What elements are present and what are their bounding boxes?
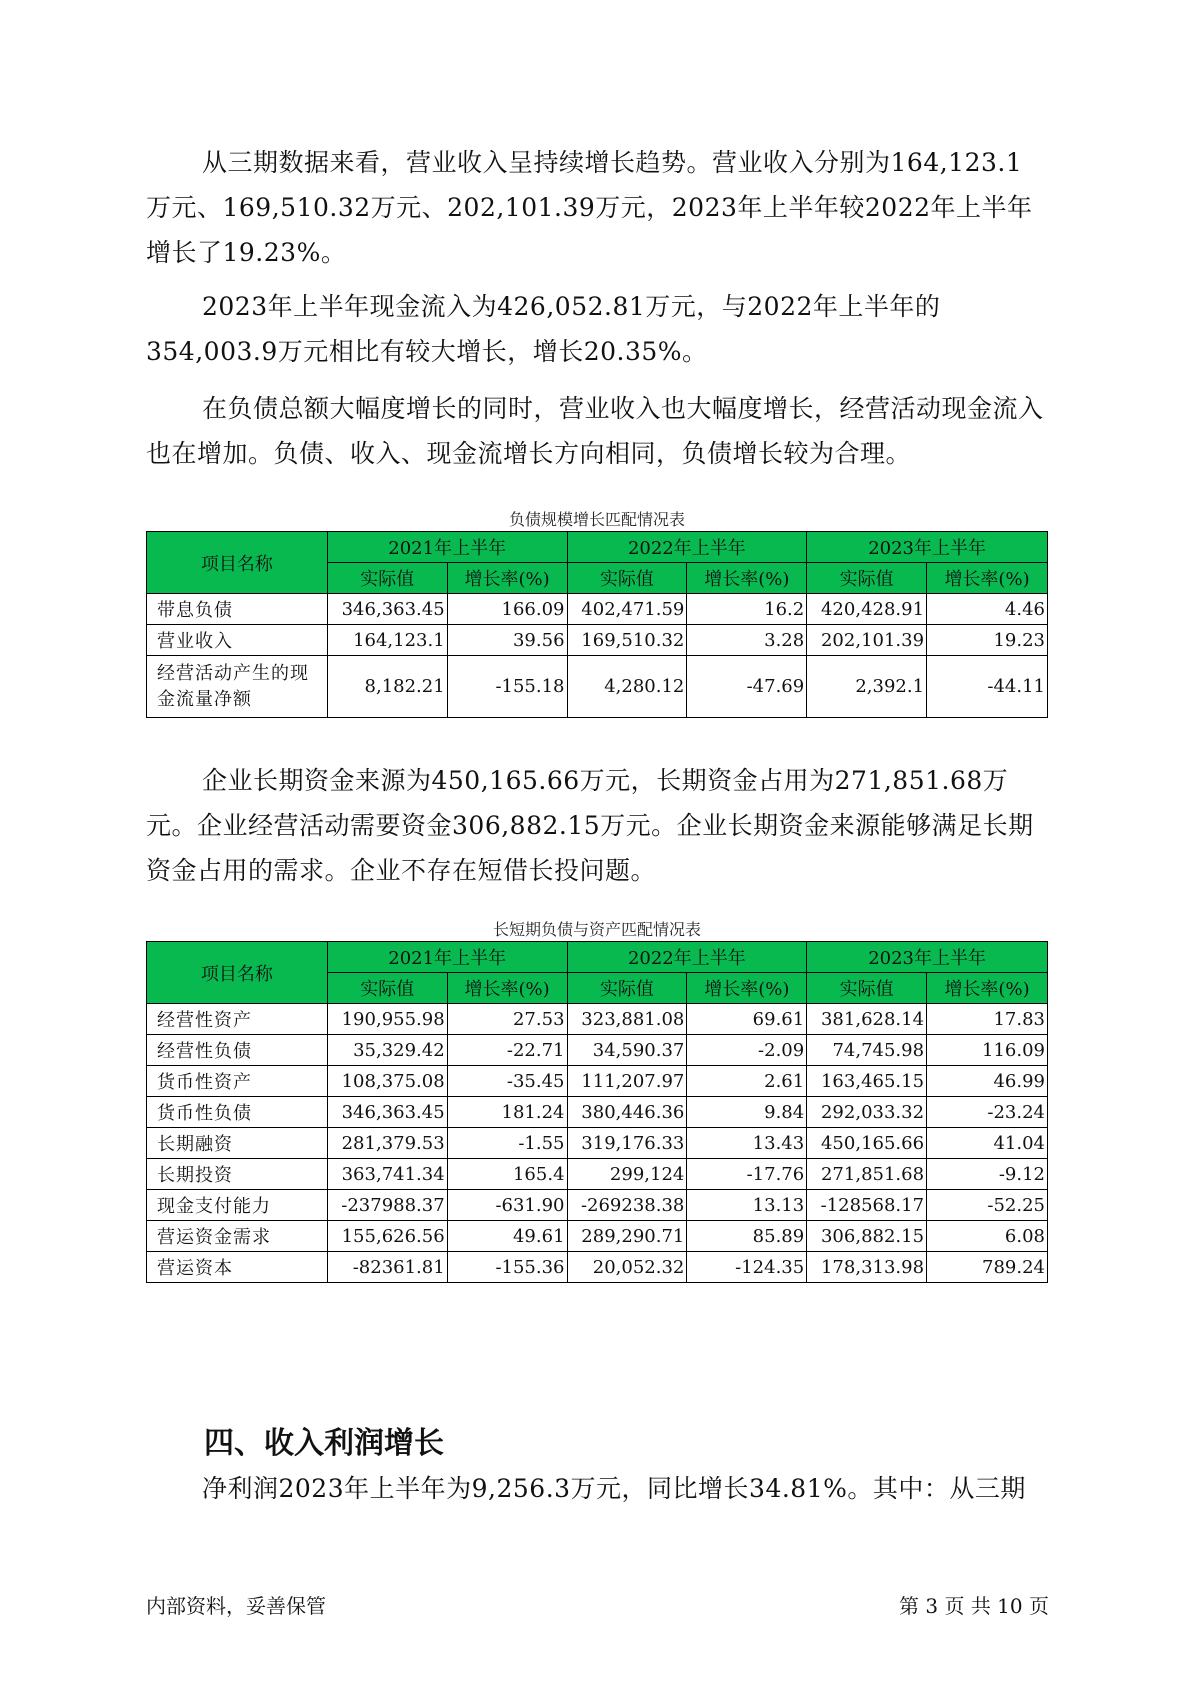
cell-value: 450,165.66 [807, 1128, 927, 1159]
cell-value: 155,626.56 [327, 1221, 447, 1252]
cell-value: 306,882.15 [807, 1221, 927, 1252]
row-name: 营运资金需求 [147, 1221, 328, 1252]
header-item-name: 项目名称 [147, 532, 328, 594]
cell-value: 346,363.45 [327, 1097, 447, 1128]
cell-value: 4,280.12 [567, 656, 687, 718]
cell-value: 165.4 [447, 1159, 567, 1190]
cell-value: -128568.17 [807, 1190, 927, 1221]
cell-value: 20,052.32 [567, 1252, 687, 1283]
header-growth: 增长率(%) [447, 973, 567, 1004]
footer-page-number: 第 3 页 共 10 页 [899, 1594, 1049, 1618]
header-actual: 实际值 [567, 563, 687, 594]
table-row [147, 1128, 1048, 1159]
cell-value: 16.2 [687, 594, 807, 625]
row-name: 现金支付能力 [147, 1190, 328, 1221]
cell-value: 289,290.71 [567, 1221, 687, 1252]
cell-value: 292,033.32 [807, 1097, 927, 1128]
cell-value: 163,465.15 [807, 1066, 927, 1097]
table-row [147, 1252, 1048, 1283]
cell-value: -155.36 [447, 1252, 567, 1283]
row-name: 货币性资产 [147, 1066, 328, 1097]
row-name: 经营性资产 [147, 1004, 328, 1035]
cell-value: 202,101.39 [807, 625, 927, 656]
table-row [147, 1004, 1048, 1035]
table-row [147, 1035, 1048, 1066]
cell-value: 2,392.1 [807, 656, 927, 718]
cell-value: 169,510.32 [567, 625, 687, 656]
cell-value: 111,207.97 [567, 1066, 687, 1097]
header-period-2022: 2022年上半年 [567, 942, 807, 973]
cell-value: 46.99 [927, 1066, 1048, 1097]
cell-value: 178,313.98 [807, 1252, 927, 1283]
paragraph-net-profit: 净利润2023年上半年为9,256.3万元，同比增长34.81%。其中：从三期 [202, 1474, 1026, 1503]
cell-value: 49.61 [447, 1221, 567, 1252]
cell-value: -22.71 [447, 1035, 567, 1066]
header-period-2023: 2023年上半年 [807, 532, 1048, 563]
cell-value: 346,363.45 [327, 594, 447, 625]
cell-value: -124.35 [687, 1252, 807, 1283]
cell-value: 108,375.08 [327, 1066, 447, 1097]
cell-value: 381,628.14 [807, 1004, 927, 1035]
cell-value: 271,851.68 [807, 1159, 927, 1190]
cell-value: -23.24 [927, 1097, 1048, 1128]
cell-value: 402,471.59 [567, 594, 687, 625]
header-period-2021: 2021年上半年 [327, 942, 567, 973]
cell-value: -631.90 [447, 1190, 567, 1221]
row-name: 经营活动产生的现金流量净额 [147, 656, 328, 718]
cell-value: 789.24 [927, 1252, 1048, 1283]
cell-value: 85.89 [687, 1221, 807, 1252]
header-period-2021: 2021年上半年 [327, 532, 567, 563]
cell-value: -47.69 [687, 656, 807, 718]
header-item-name: 项目名称 [147, 942, 328, 1004]
row-name: 货币性负债 [147, 1097, 328, 1128]
header-actual: 实际值 [327, 973, 447, 1004]
cell-value: 74,745.98 [807, 1035, 927, 1066]
row-name: 营业收入 [147, 625, 328, 656]
header-actual: 实际值 [327, 563, 447, 594]
table-row [147, 656, 1048, 718]
cell-value: 27.53 [447, 1004, 567, 1035]
cell-value: 3.28 [687, 625, 807, 656]
cell-value: 363,741.34 [327, 1159, 447, 1190]
paragraph-revenue-trend: 从三期数据来看，营业收入呈持续增长趋势。营业收入分别为164,123.1万元、169,510.32万元、202,101.39万元，2023年上半年较2022年上半年增长了19.23%。 [146, 148, 1033, 267]
footer-confidential-note: 内部资料，妥善保管 [146, 1594, 326, 1618]
cell-value: 2.61 [687, 1066, 807, 1097]
cell-value: 69.61 [687, 1004, 807, 1035]
cell-value: -2.09 [687, 1035, 807, 1066]
cell-value: 8,182.21 [327, 656, 447, 718]
cell-value: 35,329.42 [327, 1035, 447, 1066]
header-growth: 增长率(%) [687, 973, 807, 1004]
debt-asset-match-table [146, 941, 1048, 1283]
header-growth: 增长率(%) [447, 563, 567, 594]
table-row [147, 1066, 1048, 1097]
table-row [147, 1159, 1048, 1190]
cell-value: -17.76 [687, 1159, 807, 1190]
cell-value: -237988.37 [327, 1190, 447, 1221]
cell-value: 281,379.53 [327, 1128, 447, 1159]
paragraph-long-term-funds: 企业长期资金来源为450,165.66万元，长期资金占用为271,851.68万元。企业经营活动需要资金306,882.15万元。企业长期资金来源能够满足长期资金占用的需求。企业不存在短借长投问题。 [146, 766, 1034, 885]
cell-value: 166.09 [447, 594, 567, 625]
paragraph-liability-analysis: 在负债总额大幅度增长的同时，营业收入也大幅度增长，经营活动现金流入也在增加。负债、收入、现金流增长方向相同，负债增长较为合理。 [146, 394, 1044, 468]
cell-value: 4.46 [927, 594, 1048, 625]
cell-value: 13.43 [687, 1128, 807, 1159]
row-name: 长期投资 [147, 1159, 328, 1190]
cell-value: 39.56 [447, 625, 567, 656]
header-growth: 增长率(%) [927, 973, 1048, 1004]
cell-value: 19.23 [927, 625, 1048, 656]
cell-value: 190,955.98 [327, 1004, 447, 1035]
cell-value: 299,124 [567, 1159, 687, 1190]
header-period-2023: 2023年上半年 [807, 942, 1048, 973]
header-period-2022: 2022年上半年 [567, 532, 807, 563]
cell-value: 164,123.1 [327, 625, 447, 656]
cell-value: -44.11 [927, 656, 1048, 718]
cell-value: -1.55 [447, 1128, 567, 1159]
cell-value: 6.08 [927, 1221, 1048, 1252]
table-row [147, 1190, 1048, 1221]
cell-value: -9.12 [927, 1159, 1048, 1190]
cell-value: 41.04 [927, 1128, 1048, 1159]
header-growth: 增长率(%) [927, 563, 1048, 594]
header-actual: 实际值 [807, 563, 927, 594]
cell-value: -269238.38 [567, 1190, 687, 1221]
cell-value: 17.83 [927, 1004, 1048, 1035]
cell-value: -35.45 [447, 1066, 567, 1097]
cell-value: 13.13 [687, 1190, 807, 1221]
table-row [147, 625, 1048, 656]
table-row [147, 1097, 1048, 1128]
paragraph-cash-inflow: 2023年上半年现金流入为426,052.81万元，与2022年上半年的354,003.9万元相比有较大增长，增长20.35%。 [146, 292, 941, 366]
cell-value: -155.18 [447, 656, 567, 718]
cell-value: 181.24 [447, 1097, 567, 1128]
header-actual: 实际值 [567, 973, 687, 1004]
cell-value: 380,446.36 [567, 1097, 687, 1128]
cell-value: 34,590.37 [567, 1035, 687, 1066]
row-name: 营运资本 [147, 1252, 328, 1283]
row-name: 长期融资 [147, 1128, 328, 1159]
cell-value: 323,881.08 [567, 1004, 687, 1035]
cell-value: 116.09 [927, 1035, 1048, 1066]
table1-caption: 负债规模增长匹配情况表 [508, 510, 685, 529]
debt-scale-match-table [146, 531, 1048, 718]
row-name: 带息负债 [147, 594, 328, 625]
cell-value: 420,428.91 [807, 594, 927, 625]
section-heading: 四、收入利润增长 [204, 1426, 444, 1461]
table2-caption: 长短期负债与资产匹配情况表 [492, 920, 701, 939]
cell-value: 319,176.33 [567, 1128, 687, 1159]
table-row [147, 1221, 1048, 1252]
cell-value: 9.84 [687, 1097, 807, 1128]
row-name: 经营性负债 [147, 1035, 328, 1066]
cell-value: -52.25 [927, 1190, 1048, 1221]
header-actual: 实际值 [807, 973, 927, 1004]
cell-value: -82361.81 [327, 1252, 447, 1283]
table-row [147, 594, 1048, 625]
header-growth: 增长率(%) [687, 563, 807, 594]
